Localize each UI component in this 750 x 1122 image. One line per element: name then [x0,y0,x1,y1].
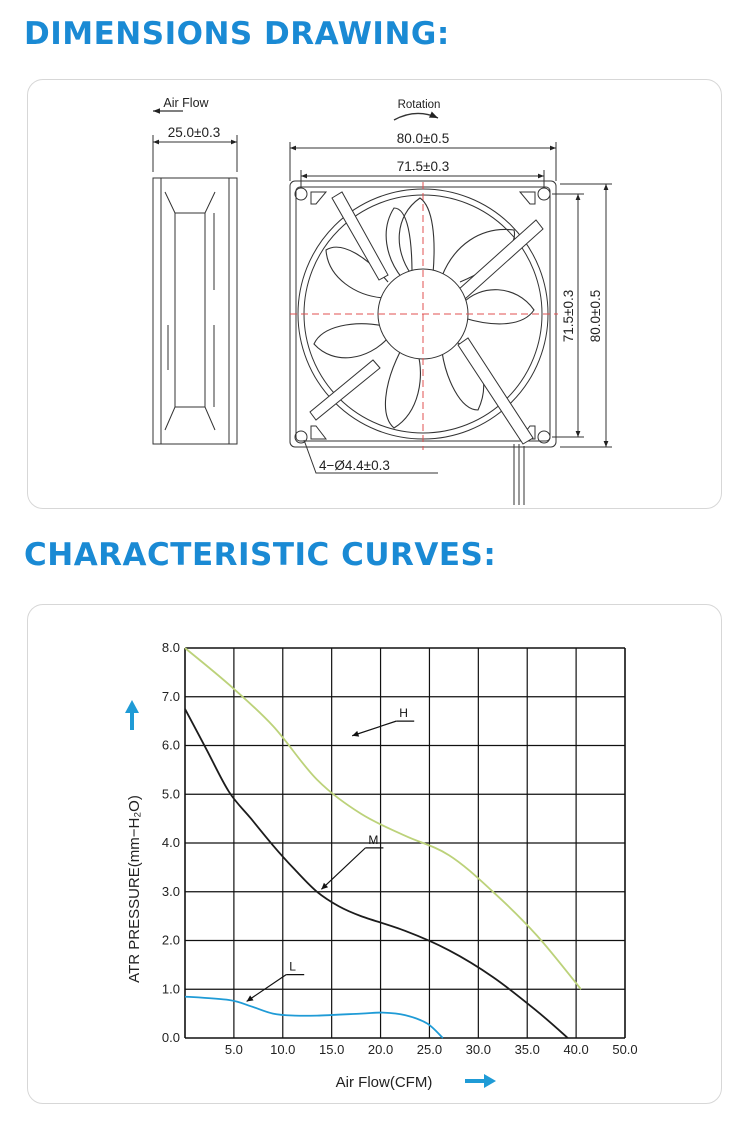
y-tick-label: 1.0 [161,981,180,997]
characteristic-curves-chart [28,605,723,1105]
x-axis-arrow-icon [465,1074,496,1088]
y-tick-label: 5.0 [161,786,180,802]
series-callout-leader [321,848,365,889]
x-tick-label: 10.0 [270,1042,296,1057]
rotation-arrow-icon [394,113,438,120]
y-tick-label: 4.0 [161,835,180,850]
series-callout-leader [352,721,396,736]
rotation-label: Rotation [397,99,441,111]
x-tick-label: 5.0 [224,1042,243,1057]
x-tick-label: 25.0 [416,1042,443,1057]
series-labels [247,706,415,1001]
outer-width-label: 80.0±0.5 [396,131,450,146]
x-tick-label: 30.0 [465,1042,491,1057]
depth-dimension-label: 25.0±0.3 [167,125,221,140]
series-label: M [368,832,379,847]
hole-spacing-vertical-label: 71.5±0.3 [561,289,576,343]
y-axis-label: ATR PRESSURE(mm−H₂O) [126,795,143,983]
hole-spacing-label: 71.5±0.3 [396,159,450,174]
x-tick-label: 50.0 [612,1042,638,1057]
x-tick-label: 35.0 [514,1042,540,1057]
hole-diameter-label: 4−Ø4.4±0.3 [319,458,390,473]
outer-height-label: 80.0±0.5 [588,289,603,343]
x-tick-label: 15.0 [319,1042,345,1057]
dimensions-panel [27,79,722,509]
series-line-h [185,648,581,989]
x-tick-label: 20.0 [367,1042,394,1057]
mount-hole [295,188,307,200]
dimensions-heading: DIMENSIONS DRAWING: [24,16,450,52]
dimensions-drawing [28,80,723,510]
x-tick-labels [225,1042,638,1057]
series-label: L [289,959,296,974]
mount-hole [538,188,550,200]
series-callout-arrow-icon [247,995,254,1001]
series-callout-arrow-icon [352,731,359,737]
side-view [153,111,237,444]
curves-heading: CHARACTERISTIC CURVES: [24,537,497,573]
y-tick-label: 2.0 [161,932,180,948]
x-tick-label: 40.0 [563,1042,589,1057]
y-tick-label: 3.0 [161,883,180,899]
y-tick-label: 0.0 [161,1030,180,1045]
y-tick-labels [162,640,180,1045]
y-tick-label: 6.0 [161,737,180,753]
curves-panel [27,604,722,1104]
series-callout-leader [247,975,287,1002]
series-line-l [185,997,443,1038]
series-label: H [399,706,408,721]
air-flow-label: Air Flow [163,96,209,110]
y-axis-arrow-icon [125,700,139,730]
series-line-m [185,709,568,1038]
y-tick-label: 8.0 [161,640,180,655]
y-tick-label: 7.0 [161,688,180,704]
x-axis-label: Air Flow(CFM) [335,1074,433,1091]
